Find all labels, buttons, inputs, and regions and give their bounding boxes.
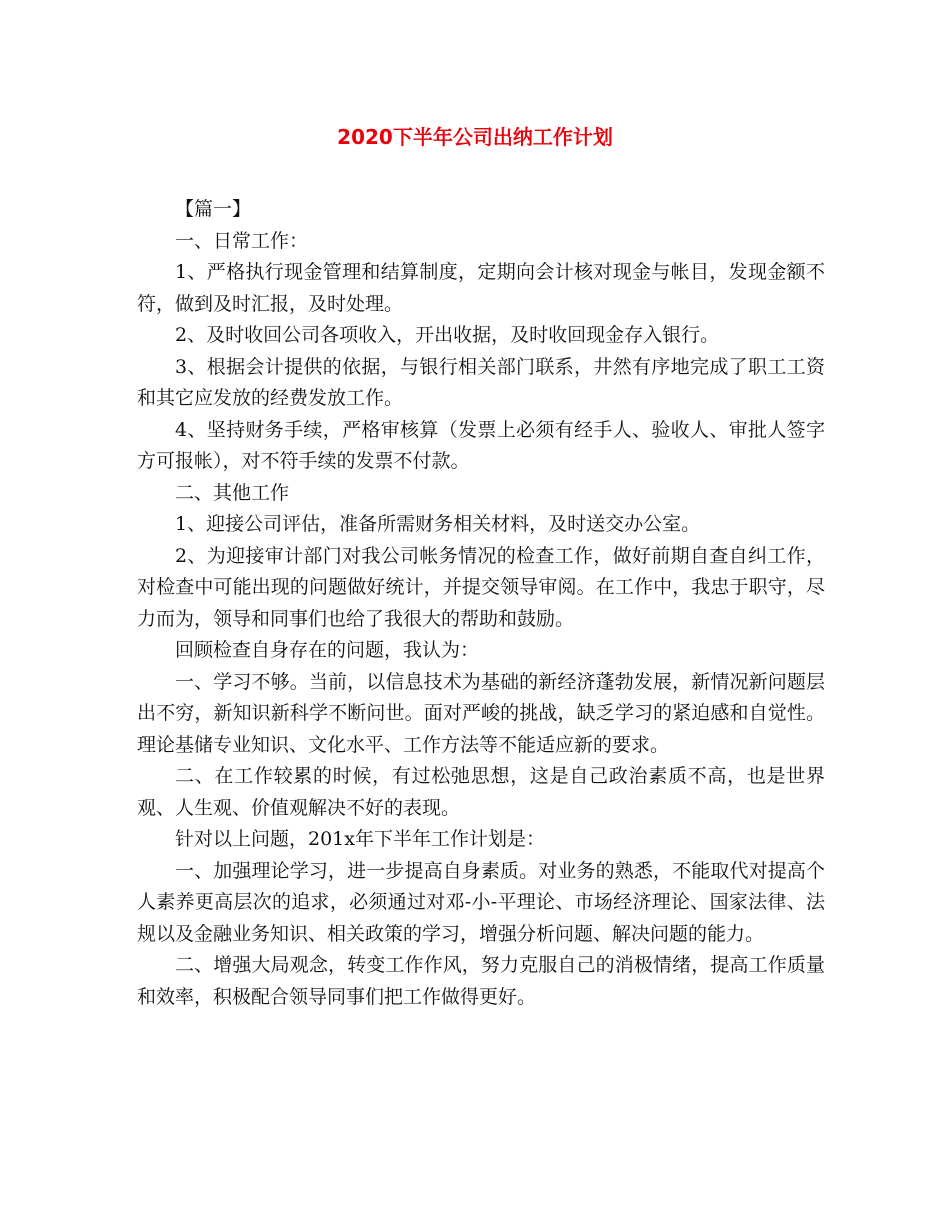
paragraph: 1、严格执行现金管理和结算制度，定期向会计核对现金与帐目，发现金额不符，做到及时汇报，及时处理。 xyxy=(137,261,825,315)
paragraph: 针对以上问题，201x年下半年工作计划是： xyxy=(175,828,545,850)
paragraph: 3、根据会计提供的依据，与银行相关部门联系，井然有序地完成了职工工资和其它应发放的经费发放工作。 xyxy=(137,355,825,409)
paragraph: 一、日常工作： xyxy=(175,229,309,252)
paragraph: 二、其他工作 xyxy=(175,481,290,504)
document-body xyxy=(137,194,825,1013)
paragraph: 【篇一】 xyxy=(175,198,252,220)
paragraph: 2、为迎接审计部门对我公司帐务情况的检查工作，做好前期自查自纠工作，对检查中可能出现的问题做好统计，并提交领导审阅。在工作中，我忠于职守，尽力而为，领导和同事们也给了我很大的帮助和鼓励。 xyxy=(137,544,825,630)
paragraph: 二、增强大局观念，转变工作作风，努力克服自己的消极情绪，提高工作质量和效率，积极配合领导同事们把工作做得更好。 xyxy=(137,954,825,1008)
paragraph: 回顾检查自身存在的问题，我认为： xyxy=(175,639,480,661)
paragraph: 一、加强理论学习，进一步提高自身素质。对业务的熟悉，不能取代对提高个人素养更高层次的追求，必须通过对邓-小-平理论、市场经济理论、国家法律、法规以及金融业务知识、相关政策的学习，增强分析问题、解决问题的能力。 xyxy=(137,859,825,945)
paragraph: 1、迎接公司评估，准备所需财务相关材料，及时送交办公室。 xyxy=(175,513,701,535)
document-title: 2020下半年公司出纳工作计划 xyxy=(337,125,613,149)
paragraph: 2、及时收回公司各项收入，开出收据，及时收回现金存入银行。 xyxy=(175,324,720,346)
paragraph: 4、坚持财务手续，严格审核算（发票上必须有经手人、验收人、审批人签字方可报帐），对不符手续的发票不付款。 xyxy=(137,418,825,472)
paragraph: 一、学习不够。当前，以信息技术为基础的新经济蓬勃发展，新情况新问题层出不穷，新知识新科学不断问世。面对严峻的挑战，缺乏学习的紧迫感和自觉性。理论基储专业知识、文化水平、工作方法等不能适应新的要求。 xyxy=(137,670,825,756)
paragraph: 二、在工作较累的时候，有过松弛思想，这是自己政治素质不高，也是世界观、人生观、价值观解决不好的表现。 xyxy=(137,765,825,819)
